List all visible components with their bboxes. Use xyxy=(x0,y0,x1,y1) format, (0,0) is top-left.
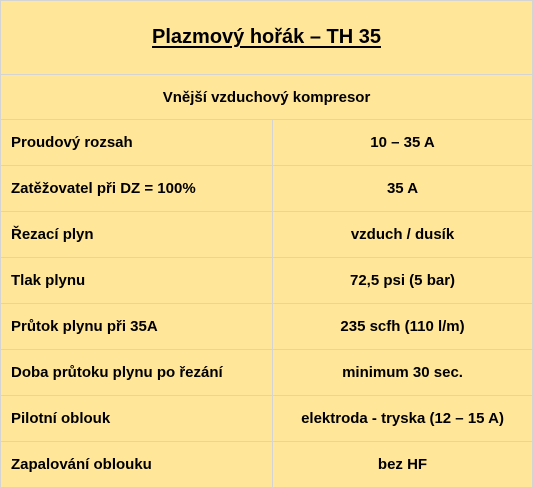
row-value: 10 – 35 A xyxy=(273,120,533,166)
subtitle-row xyxy=(1,75,533,120)
table-row xyxy=(1,212,533,258)
table-subtitle: Vnější vzduchový kompresor xyxy=(1,75,533,120)
table-title: Plazmový hořák – TH 35 xyxy=(152,26,381,48)
row-value: minimum 30 sec. xyxy=(273,350,533,396)
table-row xyxy=(1,258,533,304)
row-label: Proudový rozsah xyxy=(1,120,273,166)
row-label: Zatěžovatel při DZ = 100% xyxy=(1,166,273,212)
row-value: bez HF xyxy=(273,442,533,488)
table-row xyxy=(1,442,533,488)
row-label: Řezací plyn xyxy=(1,212,273,258)
table-row xyxy=(1,396,533,442)
row-value: 35 A xyxy=(273,166,533,212)
table-row xyxy=(1,304,533,350)
row-value: elektroda - tryska (12 – 15 A) xyxy=(273,396,533,442)
table-row xyxy=(1,120,533,166)
row-label: Pilotní oblouk xyxy=(1,396,273,442)
table-row xyxy=(1,350,533,396)
row-value: 72,5 psi (5 bar) xyxy=(273,258,533,304)
row-label: Doba průtoku plynu po řezání xyxy=(1,350,273,396)
row-label: Tlak plynu xyxy=(1,258,273,304)
row-label: Průtok plynu při 35A xyxy=(1,304,273,350)
title-cell xyxy=(1,1,533,75)
row-label: Zapalování oblouku xyxy=(1,442,273,488)
row-value: 235 scfh (110 l/m) xyxy=(273,304,533,350)
row-value: vzduch / dusík xyxy=(273,212,533,258)
table-row xyxy=(1,166,533,212)
title-row xyxy=(1,1,533,75)
